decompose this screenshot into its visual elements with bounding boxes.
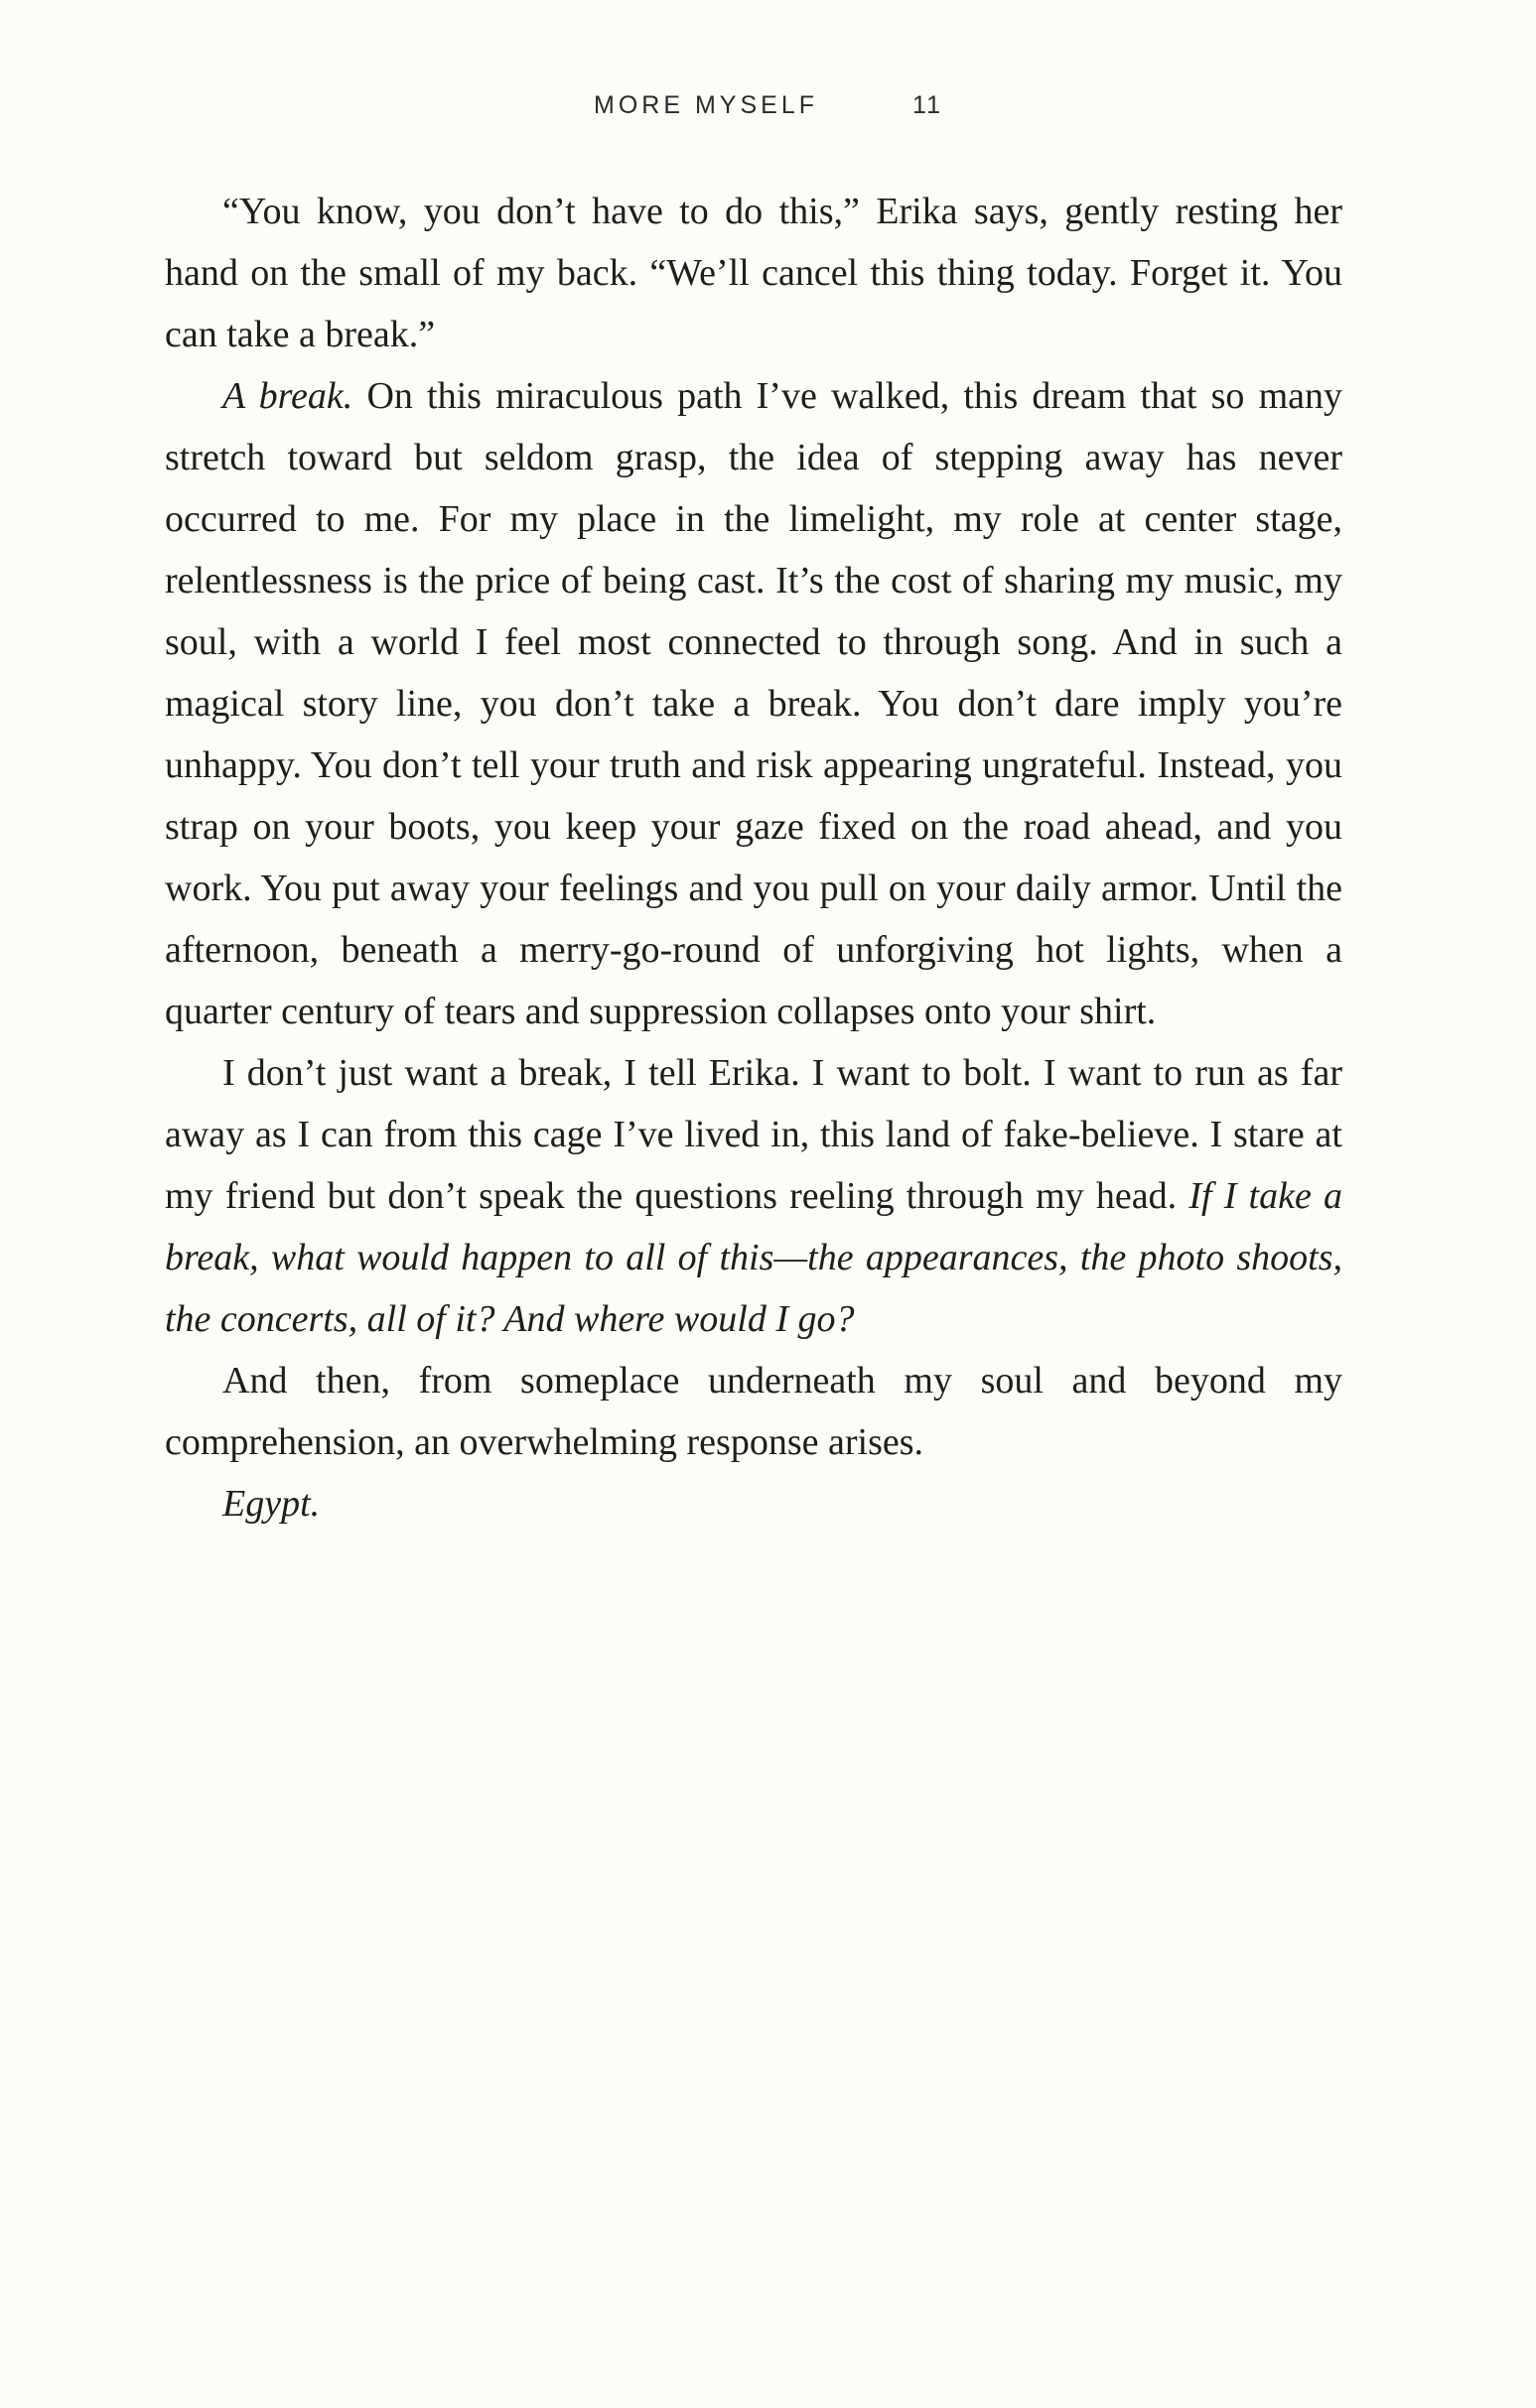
running-head: [0, 91, 1536, 120]
paragraph-4-text: And then, from someplace underneath my soul and beyond my comprehension, an overwhelming response arises.: [165, 1360, 1342, 1463]
paragraph-2-text: On this miraculous path I’ve walked, this dream that so many stretch toward but seldom grasp, the idea of stepping away has never occurred to me. For my place in the limelight, my role at center stage, relentlessness is the price of being cast. It’s the cost of sharing my music, my soul, with a world I feel most connected to through song. And in such a magical story line, you don’t take a break. You don’t dare imply you’re unhappy. You don’t tell your truth and risk appearing ungrateful. Instead, you strap on your boots, you keep your gaze fixed on the road ahead, and you work. You put away your feelings and you pull on your daily armor. Until the afternoon, beneath a merry-go-round of unforgiving hot lights, when a quarter century of tears and suppression collapses onto your shirt.: [165, 375, 1342, 1032]
paragraph-3-text: I don’t just want a break, I tell Erika. I want to bolt. I want to run as far away as I can from this cage I’ve lived in, this land of fake-believe. I stare at my friend but don’t speak the questions reeling through my head.: [165, 1052, 1342, 1217]
body-text: [165, 181, 1342, 1535]
page-number: 11: [912, 91, 942, 119]
running-head-title: MORE MYSELF: [594, 91, 819, 119]
paragraph-1-text: “You know, you don’t have to do this,” Erika says, gently resting her hand on the small of my back. “We’ll cancel this thing today. Forget it. You can take a break.”: [165, 191, 1342, 355]
paragraph-1: [165, 181, 1342, 365]
paragraph-5: [165, 1473, 1342, 1535]
paragraph-5-italic-text: Egypt.: [222, 1483, 321, 1525]
paragraph-4: [165, 1350, 1342, 1473]
paragraph-2-italic-lead: A break.: [222, 375, 353, 417]
paragraph-3: [165, 1042, 1342, 1350]
paragraph-2: [165, 365, 1342, 1042]
paragraph-3-italic-thought: If I take a break, what would happen to all of this—the appearances, the photo shoots, the concerts, all of it? And where would I go?: [165, 1175, 1342, 1340]
